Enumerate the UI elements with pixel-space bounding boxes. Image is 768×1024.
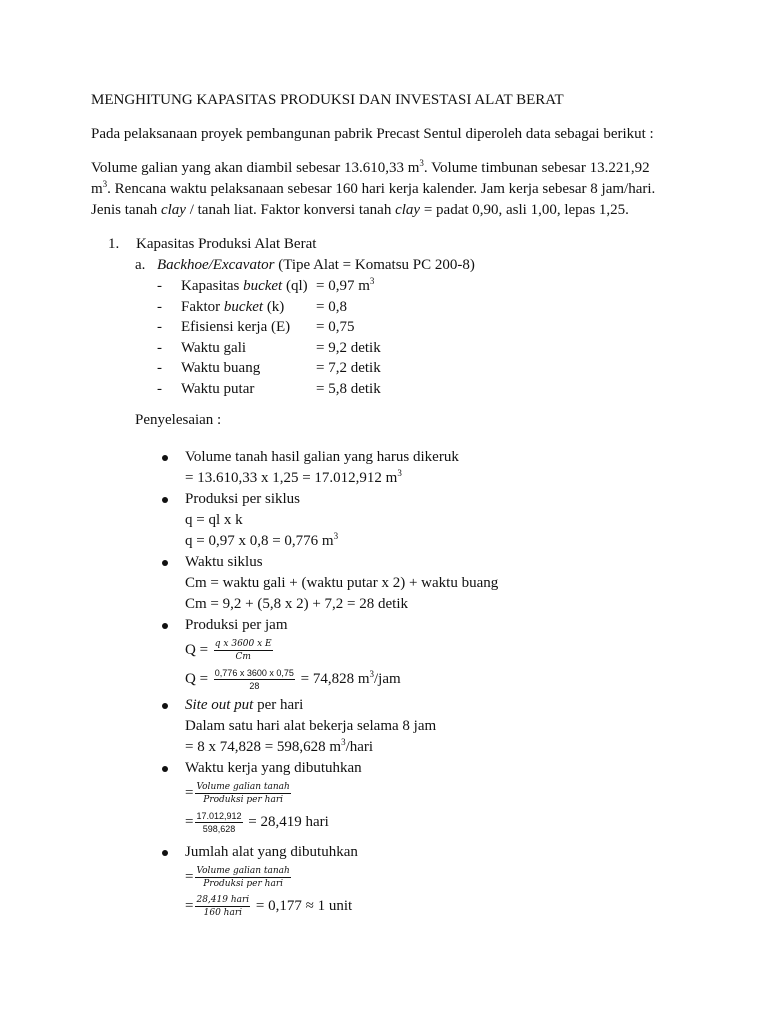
formula-count-numeric: = $\frac{\text{28,419 hari}}{\text{160 hari}}$ = 0,177 ≈ 1 unit <box>185 895 353 919</box>
formula-worktime-general: = $\frac{\text{Volume galian tanah}}{\text{Produksi per hari}}$ <box>185 782 290 806</box>
data-paragraph <box>91 158 741 221</box>
formula-q-numeric: Q = $\frac{0,776 x 3600 x 0,75}{28}$ = 74,828 $m^3$/jam <box>185 668 401 692</box>
bullet-production-per-hour: Produksi per jam Q = $\frac{\text{q x 3600 x E}}{Cm}$ Q = $\frac{0,776 x 3600 x 0,75}{28}$ = 74,828 $m^3$/jam <box>185 615 498 695</box>
intro-sentence: Pada pelaksanaan proyek pembangunan pabrik Precast Sentul diperoleh data sebagai berikut : <box>91 126 654 142</box>
section-heading: 1. Kapasitas Produksi Alat Berat <box>108 236 317 252</box>
bullet-dot-icon <box>162 623 168 629</box>
bullet-dot-icon <box>162 703 168 709</box>
bullet-equipment-count: Jumlah alat yang dibutuhkan = $\frac{\text{Volume galian tanah}}{\text{Produksi per hari}}$ = $\frac{\text{28,419 hari}}{\text{160 hari}}$ = 0,177 ≈ 1 unit <box>185 842 498 926</box>
bullet-cycle-time: Waktu siklus Cm = waktu gali + (waktu putar x 2) + waktu buang Cm = 9,2 + (5,8 x 2) + 7,2 = 28 detik <box>185 552 498 615</box>
paragraph-line-1: Volume galian yang akan diambil sebesar 13.610,33 $m^3$. Volume timbunan sebesar 13.221,92 <box>91 158 650 176</box>
formula-worktime-numeric: = $\frac{17.012,912}{598,628}$ = 28,419 hari <box>185 811 329 835</box>
bullet-work-time: Waktu kerja yang dibutuhkan = $\frac{\text{Volume galian tanah}}{\text{Produksi per hari}}$ = $\frac{17.012,912}{598,628}$ = 28,419 hari <box>185 758 498 842</box>
bullet-volume: Volume tanah hasil galian yang harus dikeruk = 13.610,33 x 1,25 = 17.012,912 $m^3$ <box>185 447 498 489</box>
bullet-production-per-cycle: Produksi per siklus q = ql x k q = 0,97 x 0,8 = 0,776 $m^3$ <box>185 489 498 552</box>
bullet-dot-icon <box>162 560 168 566</box>
bullet-dot-icon <box>162 455 168 461</box>
subsection-heading: a. Backhoe/Excavator (Tipe Alat = Komatsu PC 200-8) <box>135 257 475 273</box>
solution-label: Penyelesaian : <box>135 412 222 428</box>
bullet-dot-icon <box>162 497 168 503</box>
document-title: MENGHITUNG KAPASITAS PRODUKSI DAN INVESTASI ALAT BERAT <box>91 92 564 108</box>
formula-q-general: Q = $\frac{\text{q x 3600 x E}}{Cm}$ <box>185 639 272 663</box>
bullet-dot-icon <box>162 850 168 856</box>
solution-bullets <box>185 447 498 926</box>
paragraph-line-3: Jenis tanah clay / tanah liat. Faktor konversi tanah clay = padat 0,90, asli 1,00, lepas 1,25. <box>91 202 629 218</box>
bullet-site-output: Site out put per hari Dalam satu hari alat bekerja selama 8 jam = 8 x 74,828 = 598,628 $m^3$/hari <box>185 695 498 758</box>
bullet-dot-icon <box>162 766 168 772</box>
formula-count-general: = $\frac{\text{Volume galian tanah}}{\text{Produksi per hari}}$ <box>185 866 290 890</box>
paragraph-line-2: $m^3$. Rencana waktu pelaksanaan sebesar 160 hari kerja kalender. Jam kerja sebesar 8 jam/hari. <box>91 179 656 197</box>
